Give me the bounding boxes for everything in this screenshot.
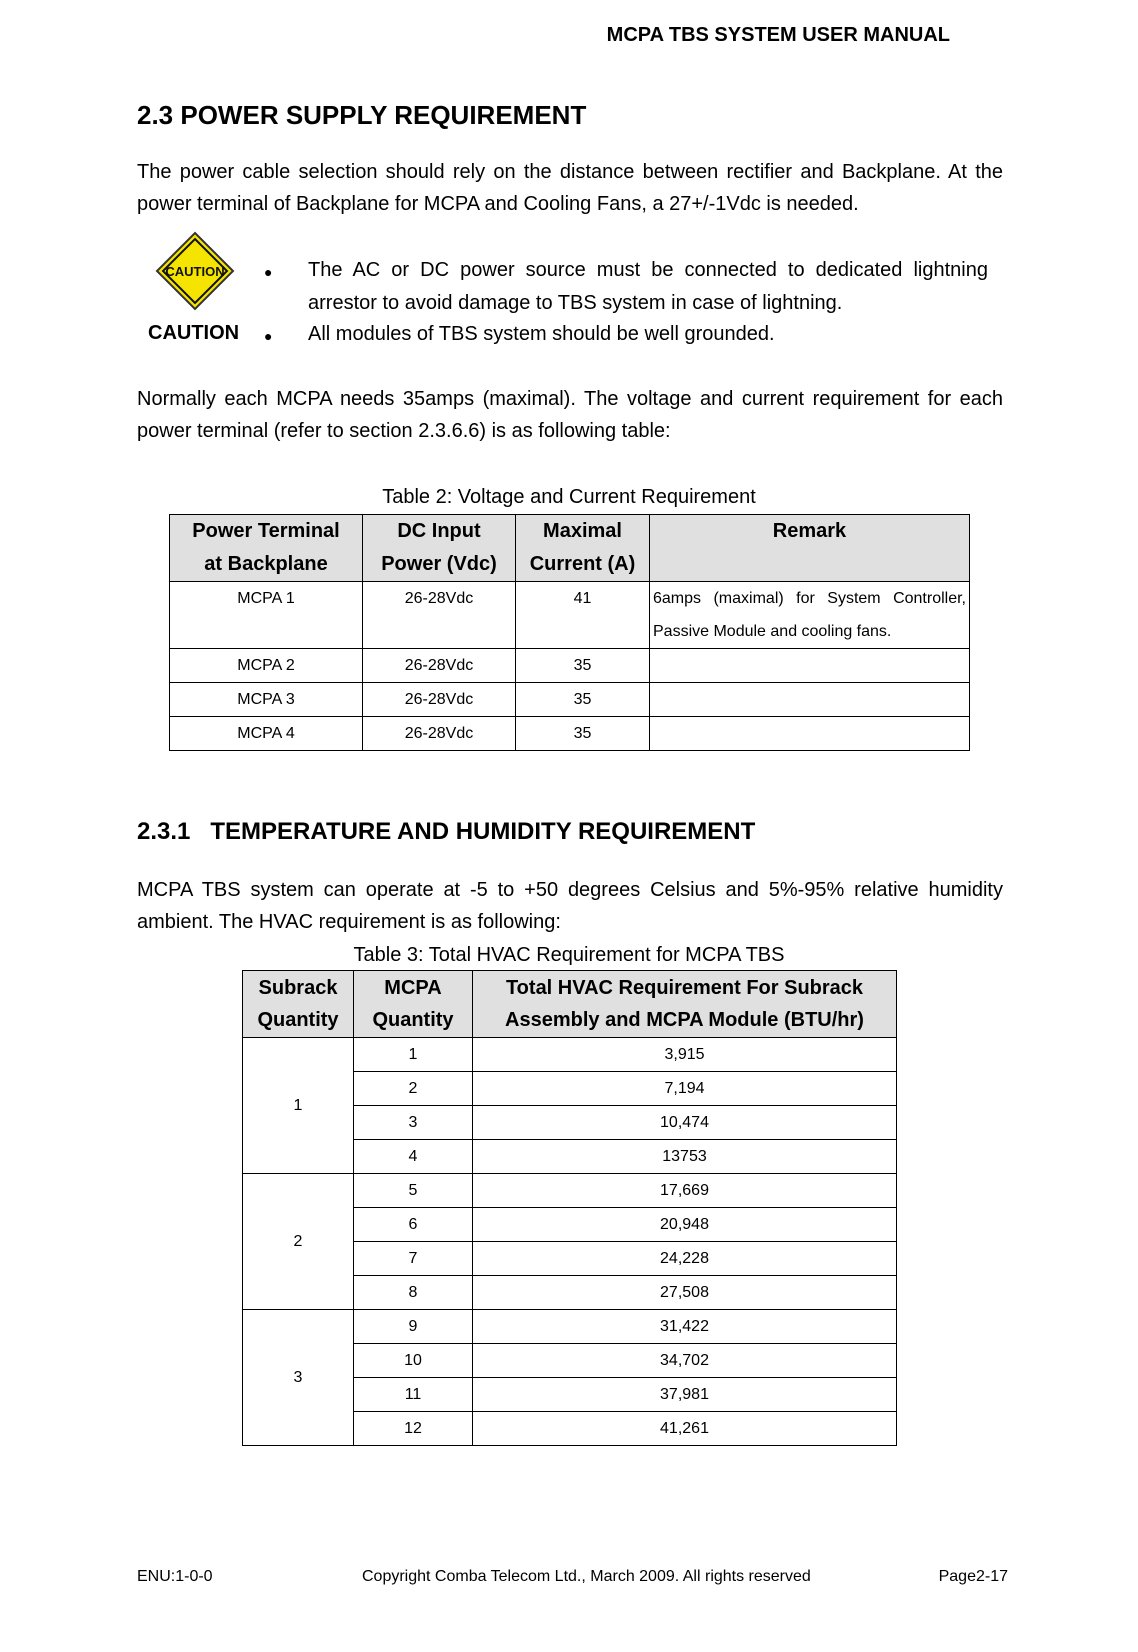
cell-btu: 41,261 (473, 1412, 897, 1446)
table-row (170, 649, 970, 683)
cell-current: 41 (516, 582, 650, 649)
table-row (243, 1310, 897, 1344)
table-row (243, 1038, 897, 1072)
cell-mcpa: 4 (354, 1140, 473, 1174)
caution-label: CAUTION (148, 322, 240, 344)
caution-bullet-1-line-1: The AC or DC power source must be connected to dedicated lightning (308, 259, 988, 281)
table2-caption: Table 2: Voltage and Current Requirement (382, 486, 756, 508)
cell-btu: 27,508 (473, 1276, 897, 1310)
cell-mcpa: 3 (354, 1106, 473, 1140)
table-row (170, 683, 970, 717)
cell-btu: 31,422 (473, 1310, 897, 1344)
cell-mcpa: 2 (354, 1072, 473, 1106)
cell-subrack: 2 (243, 1174, 354, 1310)
cell-btu: 20,948 (473, 1208, 897, 1242)
cell-input: 26-28Vdc (363, 582, 516, 649)
table-header-row (243, 971, 897, 1038)
cell-remark (650, 649, 970, 683)
cell-btu: 17,669 (473, 1174, 897, 1208)
running-header: MCPA TBS SYSTEM USER MANUAL (606, 24, 950, 46)
cell-mcpa: 7 (354, 1242, 473, 1276)
svg-text:CAUTION: CAUTION (165, 264, 225, 279)
bullet-icon: ● (264, 328, 273, 344)
col-header-subrack: Subrack Quantity (243, 971, 354, 1038)
footer-copyright: Copyright Comba Telecom Ltd., March 2009. All rights reserved (362, 1568, 811, 1585)
intro-paragraph: The power cable selection should rely on the distance between rectifier and Backplane. At the power terminal of Backplane for MCPA and Cooling Fans, a 27+/-1Vdc is needed. (137, 161, 1003, 215)
cell-terminal: MCPA 3 (170, 683, 363, 717)
cell-terminal: MCPA 2 (170, 649, 363, 683)
footer-page-number: Page2-17 (938, 1568, 1008, 1585)
cell-current: 35 (516, 649, 650, 683)
cell-mcpa: 9 (354, 1310, 473, 1344)
power-paragraph: Normally each MCPA needs 35amps (maximal). The voltage and current requirement for each power terminal (refer to section 2.3.6.6) is as following table: (137, 388, 1003, 442)
cell-subrack: 3 (243, 1310, 354, 1446)
cell-terminal: MCPA 4 (170, 717, 363, 751)
cell-input: 26-28Vdc (363, 717, 516, 751)
cell-btu: 37,981 (473, 1378, 897, 1412)
table-row (170, 717, 970, 751)
cell-mcpa: 6 (354, 1208, 473, 1242)
temperature-paragraph: MCPA TBS system can operate at -5 to +50 degrees Celsius and 5%-95% relative humidity ambient. The HVAC requirement is as following: (137, 879, 1003, 933)
cell-btu: 10,474 (473, 1106, 897, 1140)
table-header-row (170, 515, 970, 582)
caution-sign-icon (155, 231, 235, 311)
voltage-current-table (169, 514, 970, 751)
table-row (170, 582, 970, 649)
cell-current: 35 (516, 717, 650, 751)
col-header-mcpa: MCPA Quantity (354, 971, 473, 1038)
cell-current: 35 (516, 683, 650, 717)
cell-terminal: MCPA 1 (170, 582, 363, 649)
cell-input: 26-28Vdc (363, 683, 516, 717)
cell-remark (650, 683, 970, 717)
cell-input: 26-28Vdc (363, 649, 516, 683)
col-header-input: DC Input Power (Vdc) (363, 515, 516, 582)
cell-mcpa: 12 (354, 1412, 473, 1446)
cell-btu: 13753 (473, 1140, 897, 1174)
col-header-hvac: Total HVAC Requirement For Subrack Assembly and MCPA Module (BTU/hr) (473, 971, 897, 1038)
subsection-title: 2.3.1 TEMPERATURE AND HUMIDITY REQUIREMENT (137, 818, 756, 845)
table-row (243, 1174, 897, 1208)
cell-remark: 6amps (maximal) for System Controller, Passive Module and cooling fans. (650, 582, 970, 649)
cell-btu: 24,228 (473, 1242, 897, 1276)
cell-btu: 7,194 (473, 1072, 897, 1106)
caution-bullet-2: All modules of TBS system should be well grounded. (308, 323, 775, 345)
col-header-remark: Remark (650, 515, 970, 582)
hvac-table (242, 970, 897, 1446)
cell-mcpa: 10 (354, 1344, 473, 1378)
cell-btu: 34,702 (473, 1344, 897, 1378)
footer-doc-id: ENU:1-0-0 (137, 1568, 213, 1585)
col-header-terminal: Power Terminal at Backplane (170, 515, 363, 582)
cell-mcpa: 1 (354, 1038, 473, 1072)
cell-mcpa: 11 (354, 1378, 473, 1412)
table3-caption: Table 3: Total HVAC Requirement for MCPA TBS (353, 944, 785, 966)
cell-mcpa: 5 (354, 1174, 473, 1208)
cell-subrack: 1 (243, 1038, 354, 1174)
cell-remark (650, 717, 970, 751)
col-header-current: Maximal Current (A) (516, 515, 650, 582)
section-title: 2.3 POWER SUPPLY REQUIREMENT (137, 100, 587, 130)
cell-mcpa: 8 (354, 1276, 473, 1310)
bullet-icon: ● (264, 264, 273, 280)
caution-bullet-1-line-2: arrestor to avoid damage to TBS system in case of lightning. (308, 292, 843, 314)
cell-btu: 3,915 (473, 1038, 897, 1072)
